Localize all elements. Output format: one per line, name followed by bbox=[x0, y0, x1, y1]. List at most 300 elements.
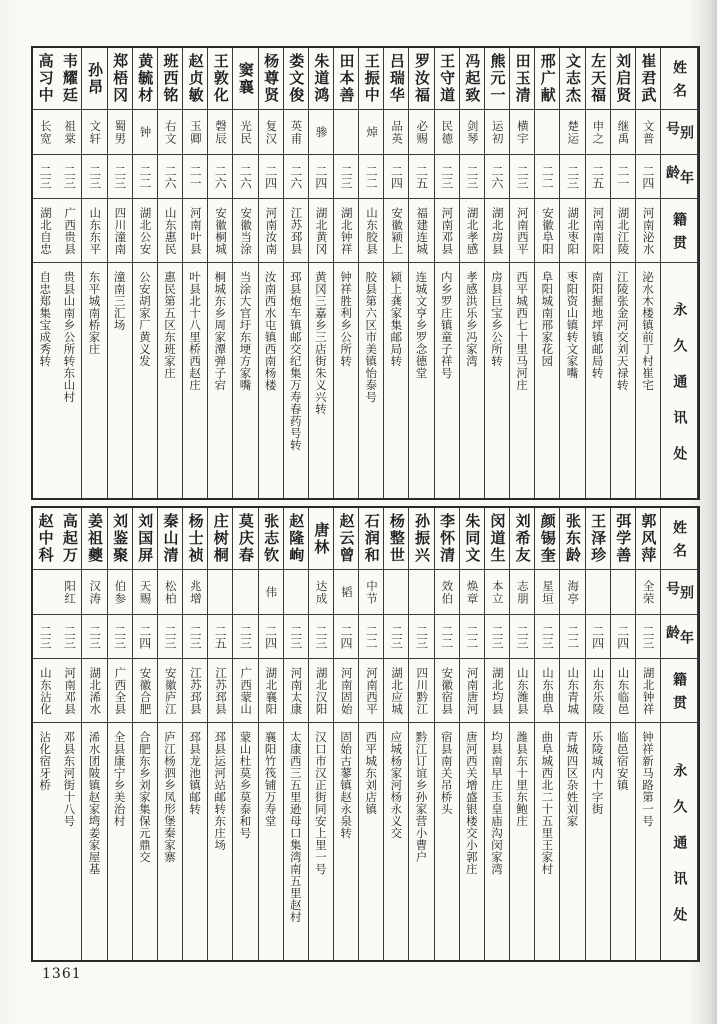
entry-name: 刘国屏 bbox=[133, 508, 157, 570]
entry-column bbox=[435, 48, 460, 498]
entry-column bbox=[33, 48, 57, 498]
entry-column bbox=[183, 48, 208, 498]
entry-age: 二五 bbox=[409, 155, 433, 199]
entry-age: 二三 bbox=[560, 155, 584, 199]
entry-address: 全县康宁乡美治村 bbox=[112, 731, 127, 827]
entry-native-place: 湖北均县 bbox=[485, 659, 509, 723]
entry-address: 内乡罗庄镇童子祥号 bbox=[439, 271, 454, 379]
entry-native-place: 广西贵县 bbox=[57, 199, 81, 263]
entry-alias: 骖 bbox=[309, 110, 333, 155]
entry-alias: 磬辰 bbox=[208, 110, 232, 155]
entry-address: 当涂大官圩东埂方家嘴 bbox=[238, 271, 253, 391]
entry-address: 合肥东乡刘家集保元鼎交 bbox=[137, 731, 152, 863]
entry-native-place: 湖北汉阳 bbox=[309, 659, 333, 723]
entry-alias: 效伯 bbox=[435, 570, 459, 615]
entry-name: 闵道生 bbox=[485, 508, 509, 570]
entry-native-place: 山东胶县 bbox=[359, 199, 383, 263]
entry-name: 朱道鸿 bbox=[309, 48, 333, 110]
entry-alias: 志朋 bbox=[510, 570, 534, 615]
entry-native-place: 山东惠民 bbox=[158, 199, 182, 263]
entry-age: 二三 bbox=[33, 615, 57, 659]
entry-column bbox=[485, 48, 510, 498]
entry-address: 襄阳竹筏铺万寿堂 bbox=[263, 731, 278, 827]
entry-alias: 钟 bbox=[133, 110, 157, 155]
entry-column bbox=[560, 48, 585, 498]
entry-native-place: 河南邓县 bbox=[435, 199, 459, 263]
entry-address: 泌水木楼镇前丁村崔宅 bbox=[640, 271, 655, 391]
header-alias-label: 别号 bbox=[661, 570, 697, 615]
entry-column bbox=[133, 508, 158, 960]
entry-column bbox=[359, 508, 384, 960]
entry-native-place: 广西蒙山 bbox=[233, 659, 257, 723]
entry-alias: 本立 bbox=[485, 570, 509, 615]
entry-name: 王守道 bbox=[435, 48, 459, 110]
entry-native-place: 河南太康 bbox=[284, 659, 308, 723]
entry-column bbox=[510, 508, 535, 960]
entry-age: 二三 bbox=[510, 615, 534, 659]
entry-native-place: 江苏邳县 bbox=[208, 659, 232, 723]
entry-age: 二四 bbox=[259, 615, 283, 659]
entry-native-place: 湖北黄冈 bbox=[309, 199, 333, 263]
entry-name: 张东龄 bbox=[560, 508, 584, 570]
entry-native-place: 湖北房县 bbox=[485, 199, 509, 263]
entry-alias: 楚运 bbox=[560, 110, 584, 155]
entry-age: 二六 bbox=[208, 155, 232, 199]
entry-column bbox=[586, 48, 611, 498]
entry-address: 唐河西关增盛银楼交小郭庄 bbox=[464, 731, 479, 875]
entry-native-place: 山东东平 bbox=[82, 199, 106, 263]
entry-age: 二三 bbox=[636, 615, 660, 659]
entry-age: 二三 bbox=[384, 615, 408, 659]
entry-column bbox=[510, 48, 535, 498]
entry-alias: 蜀男 bbox=[108, 110, 132, 155]
entry-age: 二三 bbox=[510, 155, 534, 199]
entry-column bbox=[460, 48, 485, 498]
entry-name: 刘希友 bbox=[510, 508, 534, 570]
entry-name: 刘启贤 bbox=[611, 48, 635, 110]
entry-column bbox=[108, 508, 133, 960]
entry-native-place: 四川黔江 bbox=[409, 659, 433, 723]
entry-address: 曲阜城西北二十五里王家村 bbox=[540, 731, 555, 875]
entry-alias bbox=[384, 570, 408, 615]
entry-column bbox=[259, 508, 284, 960]
entry-name: 班西铭 bbox=[158, 48, 182, 110]
entry-name: 冯起致 bbox=[460, 48, 484, 110]
entry-address: 南阳掘地坪镇邮局转 bbox=[590, 271, 605, 379]
directory-table-bottom bbox=[31, 506, 700, 962]
entry-native-place: 安徽庐江 bbox=[158, 659, 182, 723]
entry-name: 高习中 bbox=[33, 48, 57, 110]
entry-address: 钟祥胜利乡公所转 bbox=[339, 271, 354, 367]
entry-age: 二六 bbox=[158, 155, 182, 199]
entry-alias bbox=[586, 570, 610, 615]
entry-alias: 继禹 bbox=[611, 110, 635, 155]
entry-alias: 汉涛 bbox=[82, 570, 106, 615]
entry-name: 孙振兴 bbox=[409, 508, 433, 570]
entry-name: 张志钦 bbox=[259, 508, 283, 570]
entry-name: 刘鉴聚 bbox=[108, 508, 132, 570]
entry-address: 连城文亨乡罗念德堂 bbox=[414, 271, 429, 379]
entry-name: 莫庆春 bbox=[233, 508, 257, 570]
entry-age: 二三 bbox=[485, 615, 509, 659]
entry-age: 二三 bbox=[33, 155, 57, 199]
entry-column bbox=[636, 48, 661, 498]
entry-address: 西平城西七十里马河庄 bbox=[515, 271, 530, 391]
entry-column bbox=[409, 508, 434, 960]
entry-native-place: 湖北自忠 bbox=[33, 199, 57, 263]
entry-native-place: 湖北应城 bbox=[384, 659, 408, 723]
entry-column bbox=[611, 48, 636, 498]
entry-name: 李怀清 bbox=[435, 508, 459, 570]
entry-address: 西平城东刘店镇 bbox=[364, 731, 379, 815]
entry-name: 杨尊贤 bbox=[259, 48, 283, 110]
entry-age: 二二 bbox=[560, 615, 584, 659]
entry-age: 二六 bbox=[485, 155, 509, 199]
entry-age: 二三 bbox=[233, 615, 257, 659]
entry-alias bbox=[409, 570, 433, 615]
entry-alias: 运初 bbox=[485, 110, 509, 155]
entry-address: 贵县山南乡公所转东山村 bbox=[62, 271, 77, 403]
entry-address: 邳县炮车镇邮交纪集万寿春药号转 bbox=[288, 271, 303, 451]
entry-alias: 中节 bbox=[359, 570, 383, 615]
entry-name: 韦耀廷 bbox=[57, 48, 81, 110]
entry-native-place: 山东临邑 bbox=[611, 659, 635, 723]
entry-name: 赵云曾 bbox=[334, 508, 358, 570]
entry-address: 潍县东十里东鲍庄 bbox=[515, 731, 530, 827]
entry-address: 黄冈三嘉乡三店街朱义兴转 bbox=[313, 271, 328, 415]
entry-name: 黄毓材 bbox=[133, 48, 157, 110]
entry-age: 二二 bbox=[133, 155, 157, 199]
entry-age: 二四 bbox=[636, 155, 660, 199]
entry-native-place: 安徽当涂 bbox=[233, 199, 257, 263]
entry-address: 孝感洪乐乡冯家湾 bbox=[464, 271, 479, 367]
entry-name: 邢广献 bbox=[535, 48, 559, 110]
entry-alias: 民德 bbox=[435, 110, 459, 155]
entry-address: 太康西三五里逊母口集湾南五里赵村 bbox=[288, 731, 303, 923]
entry-address: 钟祥新马路第一号 bbox=[640, 731, 655, 827]
page-number: 1361 bbox=[42, 966, 82, 982]
entry-column bbox=[409, 48, 434, 498]
entry-column bbox=[82, 48, 107, 498]
entry-alias bbox=[33, 570, 57, 615]
entry-address: 自忠郑集宝成秀转 bbox=[38, 271, 53, 367]
entry-name: 罗汝福 bbox=[409, 48, 433, 110]
entry-column bbox=[82, 508, 107, 960]
entry-native-place: 安徽桐城 bbox=[208, 199, 232, 263]
entry-column bbox=[158, 48, 183, 498]
entry-native-place: 山东曲阜 bbox=[535, 659, 559, 723]
entry-address: 邳县运河站邮转东庄场 bbox=[213, 731, 228, 851]
entry-column bbox=[259, 48, 284, 498]
header-age-label: 年龄 bbox=[661, 615, 697, 659]
entry-alias: 达成 bbox=[309, 570, 333, 615]
entry-age: 二三 bbox=[158, 615, 182, 659]
entry-alias: 天赐 bbox=[133, 570, 157, 615]
entry-name: 颜锡奎 bbox=[535, 508, 559, 570]
entry-address: 潼南三汇场 bbox=[112, 271, 127, 331]
entry-name: 崔君武 bbox=[636, 48, 660, 110]
directory-table-top bbox=[31, 46, 700, 500]
header-native-label: 籍贯 bbox=[661, 659, 697, 723]
entry-column bbox=[208, 48, 233, 498]
entry-column bbox=[560, 508, 585, 960]
entry-name: 高起万 bbox=[57, 508, 81, 570]
entry-column bbox=[309, 48, 334, 498]
entry-age: 二六 bbox=[284, 155, 308, 199]
entry-native-place: 河南唐河 bbox=[460, 659, 484, 723]
entry-age: 二三 bbox=[57, 615, 81, 659]
header-column bbox=[661, 508, 698, 960]
entry-name: 窦襄 bbox=[233, 48, 257, 110]
entry-age: 二二 bbox=[359, 615, 383, 659]
entry-age: 二五 bbox=[208, 615, 232, 659]
entry-native-place: 山东沾化 bbox=[33, 659, 57, 723]
entry-name: 赵中科 bbox=[33, 508, 57, 570]
entry-native-place: 河南汝南 bbox=[259, 199, 283, 263]
entry-alias: 焕章 bbox=[460, 570, 484, 615]
entry-native-place: 广西全县 bbox=[108, 659, 132, 723]
entry-alias: 兆增 bbox=[183, 570, 207, 615]
entry-name: 郑梧冈 bbox=[108, 48, 132, 110]
entry-alias: 韬 bbox=[334, 570, 358, 615]
entry-column bbox=[133, 48, 158, 498]
entry-age: 二三 bbox=[82, 615, 106, 659]
entry-native-place: 河南固始 bbox=[334, 659, 358, 723]
entry-alias: 右文 bbox=[158, 110, 182, 155]
entry-address: 邓县东河街十八号 bbox=[62, 731, 77, 827]
entry-age: 二一 bbox=[183, 155, 207, 199]
entry-name: 朱同文 bbox=[460, 508, 484, 570]
entry-alias bbox=[233, 570, 257, 615]
entry-column bbox=[485, 508, 510, 960]
entry-age: 二四 bbox=[259, 155, 283, 199]
entry-native-place: 湖北枣阳 bbox=[560, 199, 584, 263]
entry-native-place: 河南邓县 bbox=[57, 659, 81, 723]
entry-alias: 海亭 bbox=[560, 570, 584, 615]
entry-column bbox=[586, 508, 611, 960]
header-age-label: 年龄 bbox=[661, 155, 697, 199]
entry-alias: 申之 bbox=[586, 110, 610, 155]
entry-address: 沾化宿牙桥 bbox=[38, 731, 53, 791]
entry-alias: 伟 bbox=[259, 570, 283, 615]
entry-alias bbox=[334, 110, 358, 155]
entry-address: 阜阳城南邢家花园 bbox=[540, 271, 555, 367]
entry-column bbox=[309, 508, 334, 960]
entry-name: 秦山清 bbox=[158, 508, 182, 570]
entry-native-place: 山东乐陵 bbox=[586, 659, 610, 723]
entry-name: 吕瑞华 bbox=[384, 48, 408, 110]
entry-age: 二四 bbox=[611, 615, 635, 659]
entry-age: 二四 bbox=[309, 155, 333, 199]
entry-native-place: 山东潍县 bbox=[510, 659, 534, 723]
entry-column bbox=[233, 48, 258, 498]
entry-column bbox=[334, 48, 359, 498]
entry-alias bbox=[535, 110, 559, 155]
entry-native-place: 河南西平 bbox=[359, 659, 383, 723]
entry-name: 左天福 bbox=[586, 48, 610, 110]
entry-column bbox=[611, 508, 636, 960]
entry-age: 二三 bbox=[108, 615, 132, 659]
entry-age: 二二 bbox=[435, 615, 459, 659]
entry-column bbox=[334, 508, 359, 960]
entry-native-place: 湖北襄阳 bbox=[259, 659, 283, 723]
entry-alias: 玉卿 bbox=[183, 110, 207, 155]
entry-column bbox=[284, 48, 309, 498]
entry-name: 姜祖夔 bbox=[82, 508, 106, 570]
entry-address: 蒙山杜莫乡莫泰和号 bbox=[238, 731, 253, 839]
entry-name: 王泽珍 bbox=[586, 508, 610, 570]
entry-alias: 必赐 bbox=[409, 110, 433, 155]
entry-alias bbox=[284, 570, 308, 615]
entry-address: 汉口市汉正街同安上里一号 bbox=[313, 731, 328, 875]
entry-name: 杨士祯 bbox=[183, 508, 207, 570]
entry-alias: 剑琴 bbox=[460, 110, 484, 155]
entry-native-place: 河南泌水 bbox=[636, 199, 660, 263]
entry-address: 黔江订谊乡孙家营小曹户 bbox=[414, 731, 429, 863]
header-address-label: 永久通讯处 bbox=[671, 762, 688, 943]
entry-name: 石润和 bbox=[359, 508, 383, 570]
entry-address: 浠水团陂镇赵家塆姜家屋基 bbox=[87, 731, 102, 875]
header-address-label: 永久通讯处 bbox=[671, 301, 688, 482]
entry-address: 颍上龚家集邮局转 bbox=[389, 271, 404, 367]
entry-column bbox=[33, 508, 57, 960]
entry-alias: 光民 bbox=[233, 110, 257, 155]
entry-native-place: 福建连城 bbox=[409, 199, 433, 263]
entry-name: 娄文俊 bbox=[284, 48, 308, 110]
entry-alias: 品英 bbox=[384, 110, 408, 155]
header-name-label: 姓名 bbox=[661, 508, 697, 570]
entry-native-place: 湖北孝感 bbox=[460, 199, 484, 263]
entry-column bbox=[183, 508, 208, 960]
entry-alias bbox=[611, 570, 635, 615]
entry-address: 均县南早庄玉皇庙沟闵家湾 bbox=[490, 731, 505, 875]
entry-alias: 文轩 bbox=[82, 110, 106, 155]
entry-address: 公安胡家厂黄义发 bbox=[137, 271, 152, 367]
entry-age: 二三 bbox=[409, 615, 433, 659]
entry-alias: 文普 bbox=[636, 110, 660, 155]
entry-column bbox=[208, 508, 233, 960]
entry-age: 二二 bbox=[359, 155, 383, 199]
entry-age: 二五 bbox=[586, 155, 610, 199]
entry-alias: 松柏 bbox=[158, 570, 182, 615]
entry-native-place: 湖北钟祥 bbox=[636, 659, 660, 723]
entry-address: 汝南西水屯镇西南杨楼 bbox=[263, 271, 278, 391]
entry-address: 枣阳资山镇转文家嘴 bbox=[565, 271, 580, 379]
entry-alias: 焯 bbox=[359, 110, 383, 155]
entry-native-place: 安徽合肥 bbox=[133, 659, 157, 723]
entry-age: 二三 bbox=[435, 155, 459, 199]
entry-address: 固始古蓼镇赵永泉转 bbox=[339, 731, 354, 839]
entry-native-place: 河南西平 bbox=[510, 199, 534, 263]
entry-native-place: 湖北公安 bbox=[133, 199, 157, 263]
entry-alias: 横宇 bbox=[510, 110, 534, 155]
entry-age: 二三 bbox=[535, 615, 559, 659]
entry-alias: 伯参 bbox=[108, 570, 132, 615]
entry-native-place: 湖北江陵 bbox=[611, 199, 635, 263]
entry-native-place: 安徽颍上 bbox=[384, 199, 408, 263]
entry-address: 青城四区杂姓刘家 bbox=[565, 731, 580, 827]
entry-name: 孙昂 bbox=[82, 48, 106, 110]
entry-age: 二二 bbox=[460, 615, 484, 659]
entry-age: 二三 bbox=[183, 615, 207, 659]
header-native-label: 籍贯 bbox=[661, 199, 697, 263]
entry-address: 江陵张金河交刘天禄转 bbox=[615, 271, 630, 391]
entry-address: 惠民第五区东班家庄 bbox=[162, 271, 177, 379]
entry-name: 杨整世 bbox=[384, 508, 408, 570]
header-column bbox=[661, 48, 698, 498]
entry-column bbox=[57, 48, 82, 498]
entry-address: 应城杨家河杨永义交 bbox=[389, 731, 404, 839]
entry-native-place: 湖北钟祥 bbox=[334, 199, 358, 263]
entry-column bbox=[284, 508, 309, 960]
entry-alias: 长宽 bbox=[33, 110, 57, 155]
entry-name: 郭风萍 bbox=[636, 508, 660, 570]
entry-address: 临邑宿安镇 bbox=[615, 731, 630, 791]
entry-address: 东平城南桥家庄 bbox=[87, 271, 102, 355]
entry-address: 庐江杨泗乡凤形堡秦家寨 bbox=[162, 731, 177, 863]
entry-age: 二一 bbox=[611, 155, 635, 199]
entry-address: 房县巨宝乡公所转 bbox=[490, 271, 505, 367]
entry-native-place: 山东青城 bbox=[560, 659, 584, 723]
entry-column bbox=[108, 48, 133, 498]
entry-name: 赵贞敏 bbox=[183, 48, 207, 110]
entry-age: 二二 bbox=[535, 155, 559, 199]
entry-column bbox=[535, 48, 560, 498]
entry-age: 二三 bbox=[284, 615, 308, 659]
entry-column bbox=[158, 508, 183, 960]
entry-column bbox=[233, 508, 258, 960]
entry-alias: 全荣 bbox=[636, 570, 660, 615]
entry-address: 乐陵城内十字街 bbox=[590, 731, 605, 815]
entry-age: 二四 bbox=[384, 155, 408, 199]
header-name-label: 姓名 bbox=[661, 48, 697, 110]
header-alias-label: 别号 bbox=[661, 110, 697, 155]
entry-alias bbox=[208, 570, 232, 615]
entry-age: 二三 bbox=[309, 615, 333, 659]
entry-alias: 星垣 bbox=[535, 570, 559, 615]
entry-age: 二三 bbox=[108, 155, 132, 199]
entry-address: 桐城东乡周家潭弹子宕 bbox=[213, 271, 228, 391]
entry-column bbox=[636, 508, 661, 960]
entry-address: 胶县第六区市美镇怡泰号 bbox=[364, 271, 379, 403]
entry-column bbox=[535, 508, 560, 960]
entry-name: 唐林 bbox=[309, 508, 333, 570]
entry-native-place: 湖北浠水 bbox=[82, 659, 106, 723]
entry-column bbox=[435, 508, 460, 960]
entry-name: 王敦化 bbox=[208, 48, 232, 110]
entry-native-place: 河南南阳 bbox=[586, 199, 610, 263]
entry-column bbox=[359, 48, 384, 498]
entry-name: 文志杰 bbox=[560, 48, 584, 110]
entry-native-place: 安徽宿县 bbox=[435, 659, 459, 723]
entry-column bbox=[384, 508, 409, 960]
entry-name: 田本善 bbox=[334, 48, 358, 110]
entry-name: 田玉清 bbox=[510, 48, 534, 110]
entry-age: 二三 bbox=[460, 155, 484, 199]
entry-address: 邳县龙池镇邮转 bbox=[188, 731, 203, 815]
entry-age: 二六 bbox=[233, 155, 257, 199]
entry-native-place: 江苏邳县 bbox=[284, 199, 308, 263]
entry-alias: 祖棠 bbox=[57, 110, 81, 155]
entry-name: 弭学善 bbox=[611, 508, 635, 570]
entry-age: 二三 bbox=[334, 155, 358, 199]
entry-alias: 复汉 bbox=[259, 110, 283, 155]
entry-native-place: 江苏邳县 bbox=[183, 659, 207, 723]
entry-age: 二三 bbox=[57, 155, 81, 199]
entry-column bbox=[57, 508, 82, 960]
entry-age: 二四 bbox=[586, 615, 610, 659]
entry-name: 赵隆峋 bbox=[284, 508, 308, 570]
